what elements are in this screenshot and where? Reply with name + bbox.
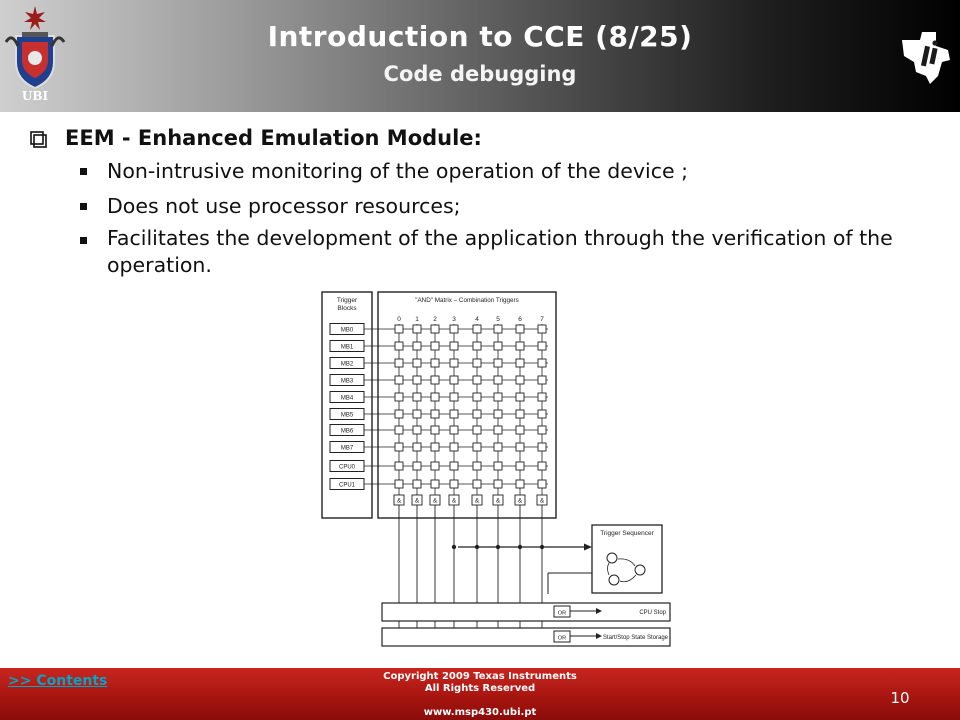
matrix-switch-box xyxy=(494,376,502,384)
bus-junction-dot xyxy=(540,545,544,549)
matrix-switch-box xyxy=(538,480,546,488)
matrix-switch-box xyxy=(450,410,458,418)
or-gate-label: OR xyxy=(557,635,567,642)
matrix-switch-box xyxy=(538,393,546,401)
matrix-switch-box xyxy=(473,393,481,401)
matrix-switch-box xyxy=(516,393,524,401)
trigger-blocks-title-2: Blocks xyxy=(337,305,357,312)
square-bullet-icon xyxy=(80,203,87,210)
website-url: www.msp430.ubi.pt xyxy=(423,707,537,718)
and-gate-label: & xyxy=(451,497,457,505)
matrix-switch-box xyxy=(431,342,439,350)
matrix-switch-box xyxy=(431,462,439,470)
matrix-switch-box xyxy=(494,359,502,367)
matrix-switch-box xyxy=(494,480,502,488)
matrix-switch-box xyxy=(494,325,502,333)
matrix-switch-box xyxy=(516,325,524,333)
and-gate-label: & xyxy=(474,497,480,505)
section-heading: EEM - Enhanced Emulation Module: xyxy=(65,126,482,150)
matrix-switch-box xyxy=(431,426,439,434)
matrix-switch-box xyxy=(413,359,421,367)
trigger-block-label: MB2 xyxy=(340,361,354,368)
matrix-switch-box xyxy=(516,480,524,488)
matrix-switch-box xyxy=(516,426,524,434)
bullet-item: Does not use processor resources; xyxy=(107,194,461,218)
and-gate-label: & xyxy=(495,497,501,505)
trigger-block-label: MB5 xyxy=(340,412,354,419)
slide-title: Introduction to CCE (8/25) xyxy=(267,20,693,53)
matrix-switch-box xyxy=(473,325,481,333)
matrix-switch-box xyxy=(450,480,458,488)
matrix-switch-box xyxy=(538,462,546,470)
matrix-switch-box xyxy=(450,376,458,384)
matrix-switch-box xyxy=(395,480,403,488)
copyright-notice xyxy=(330,671,630,695)
matrix-switch-box xyxy=(450,462,458,470)
bullet-item: Non-intrusive monitoring of the operation of the device ; xyxy=(107,159,689,183)
copyright-line-2: All Rights Reserved xyxy=(424,683,536,694)
matrix-switch-box xyxy=(431,325,439,333)
matrix-switch-box xyxy=(538,342,546,350)
trigger-block-label: CPU1 xyxy=(338,482,356,489)
bus-junction-dot xyxy=(518,545,522,549)
matrix-switch-box xyxy=(538,325,546,333)
matrix-switch-box xyxy=(395,393,403,401)
matrix-switch-box xyxy=(395,410,403,418)
matrix-switch-box xyxy=(494,393,502,401)
square-bullet-icon xyxy=(80,168,87,175)
matrix-switch-box xyxy=(494,410,502,418)
trigger-block-label: CPU0 xyxy=(338,464,356,471)
matrix-switch-box xyxy=(450,342,458,350)
matrix-switch-box xyxy=(413,426,421,434)
contents-link[interactable]: >> Contents xyxy=(8,673,108,689)
matrix-switch-box xyxy=(538,443,546,451)
bus-junction-dot xyxy=(496,545,500,549)
and-gate-label: & xyxy=(539,497,545,505)
matrix-column-label: 1 xyxy=(415,316,419,323)
page-number: 10 xyxy=(890,689,910,707)
matrix-switch-box xyxy=(473,342,481,350)
matrix-switch-box xyxy=(473,462,481,470)
matrix-switch-box xyxy=(450,393,458,401)
matrix-switch-box xyxy=(538,359,546,367)
matrix-column-label: 4 xyxy=(475,316,479,323)
matrix-switch-box xyxy=(395,342,403,350)
matrix-switch-box xyxy=(473,359,481,367)
matrix-switch-box xyxy=(431,443,439,451)
state-storage-label: Start/Stop State Storage xyxy=(602,635,668,641)
matrix-switch-box xyxy=(516,410,524,418)
trigger-blocks-title: Trigger xyxy=(336,297,358,304)
matrix-switch-box xyxy=(413,325,421,333)
matrix-switch-box xyxy=(413,393,421,401)
matrix-switch-box xyxy=(473,443,481,451)
matrix-switch-box xyxy=(516,443,524,451)
trigger-block-label: MB7 xyxy=(340,445,354,452)
matrix-switch-box xyxy=(473,410,481,418)
copyright-line-1: Copyright 2009 Texas Instruments xyxy=(383,671,577,682)
matrix-switch-box xyxy=(431,376,439,384)
matrix-column-label: 7 xyxy=(540,316,544,323)
matrix-switch-box xyxy=(450,325,458,333)
and-gate-label: & xyxy=(396,497,402,505)
matrix-switch-box xyxy=(473,426,481,434)
or-gate-label: OR xyxy=(557,610,567,617)
matrix-switch-box xyxy=(413,410,421,418)
ubi-logo-label: UBI xyxy=(21,89,49,103)
checkbox-bullet-icon xyxy=(30,131,47,148)
header-bar xyxy=(0,0,960,112)
and-gate-label: & xyxy=(414,497,420,505)
matrix-switch-box xyxy=(395,325,403,333)
matrix-switch-box xyxy=(494,443,502,451)
matrix-column-label: 6 xyxy=(518,316,522,323)
and-gate-label: & xyxy=(517,497,523,505)
bus-junction-dot xyxy=(475,545,479,549)
texas-instruments-logo-icon xyxy=(896,26,956,88)
matrix-title: "AND" Matrix – Combination Triggers xyxy=(415,297,519,304)
matrix-switch-box xyxy=(516,462,524,470)
matrix-switch-box xyxy=(473,480,481,488)
trigger-sequencer-label: Trigger Sequencer xyxy=(600,530,654,537)
matrix-column-label: 5 xyxy=(496,316,500,323)
matrix-switch-box xyxy=(395,426,403,434)
bus-junction-dot xyxy=(452,545,456,549)
matrix-switch-box xyxy=(431,359,439,367)
arrow-head xyxy=(584,544,592,551)
matrix-column-label: 0 xyxy=(397,316,401,323)
matrix-switch-box xyxy=(395,443,403,451)
matrix-switch-box xyxy=(494,342,502,350)
matrix-switch-box xyxy=(516,342,524,350)
matrix-switch-box xyxy=(395,359,403,367)
trigger-block-label: MB4 xyxy=(340,395,354,402)
trigger-block-label: MB3 xyxy=(340,378,354,385)
matrix-switch-box xyxy=(431,480,439,488)
matrix-switch-box xyxy=(413,376,421,384)
trigger-block-label: MB1 xyxy=(340,344,354,351)
matrix-switch-box xyxy=(450,426,458,434)
matrix-switch-box xyxy=(538,426,546,434)
matrix-switch-box xyxy=(413,342,421,350)
slide-subtitle: Code debugging xyxy=(383,62,577,86)
matrix-switch-box xyxy=(516,376,524,384)
matrix-switch-box xyxy=(413,462,421,470)
bullet-item: Facilitates the development of the application through the verification of the operation. xyxy=(107,226,893,277)
matrix-switch-box xyxy=(494,426,502,434)
trigger-block-label: MB0 xyxy=(340,327,354,334)
matrix-switch-box xyxy=(395,376,403,384)
matrix-switch-box xyxy=(431,393,439,401)
trigger-block-label: MB6 xyxy=(340,428,354,435)
matrix-switch-box xyxy=(450,359,458,367)
matrix-column-label: 2 xyxy=(433,316,437,323)
matrix-switch-box xyxy=(413,480,421,488)
cpu-stop-label: CPU Stop xyxy=(639,610,666,616)
matrix-switch-box xyxy=(413,443,421,451)
matrix-column-label: 3 xyxy=(452,316,456,323)
matrix-switch-box xyxy=(450,443,458,451)
matrix-switch-box xyxy=(516,359,524,367)
matrix-switch-box xyxy=(538,410,546,418)
square-bullet-icon xyxy=(80,237,87,244)
eem-trigger-diagram xyxy=(318,288,674,656)
and-gate-label: & xyxy=(432,497,438,505)
matrix-switch-box xyxy=(538,376,546,384)
matrix-switch-box xyxy=(431,410,439,418)
matrix-switch-box xyxy=(494,462,502,470)
matrix-switch-box xyxy=(473,376,481,384)
matrix-switch-box xyxy=(395,462,403,470)
